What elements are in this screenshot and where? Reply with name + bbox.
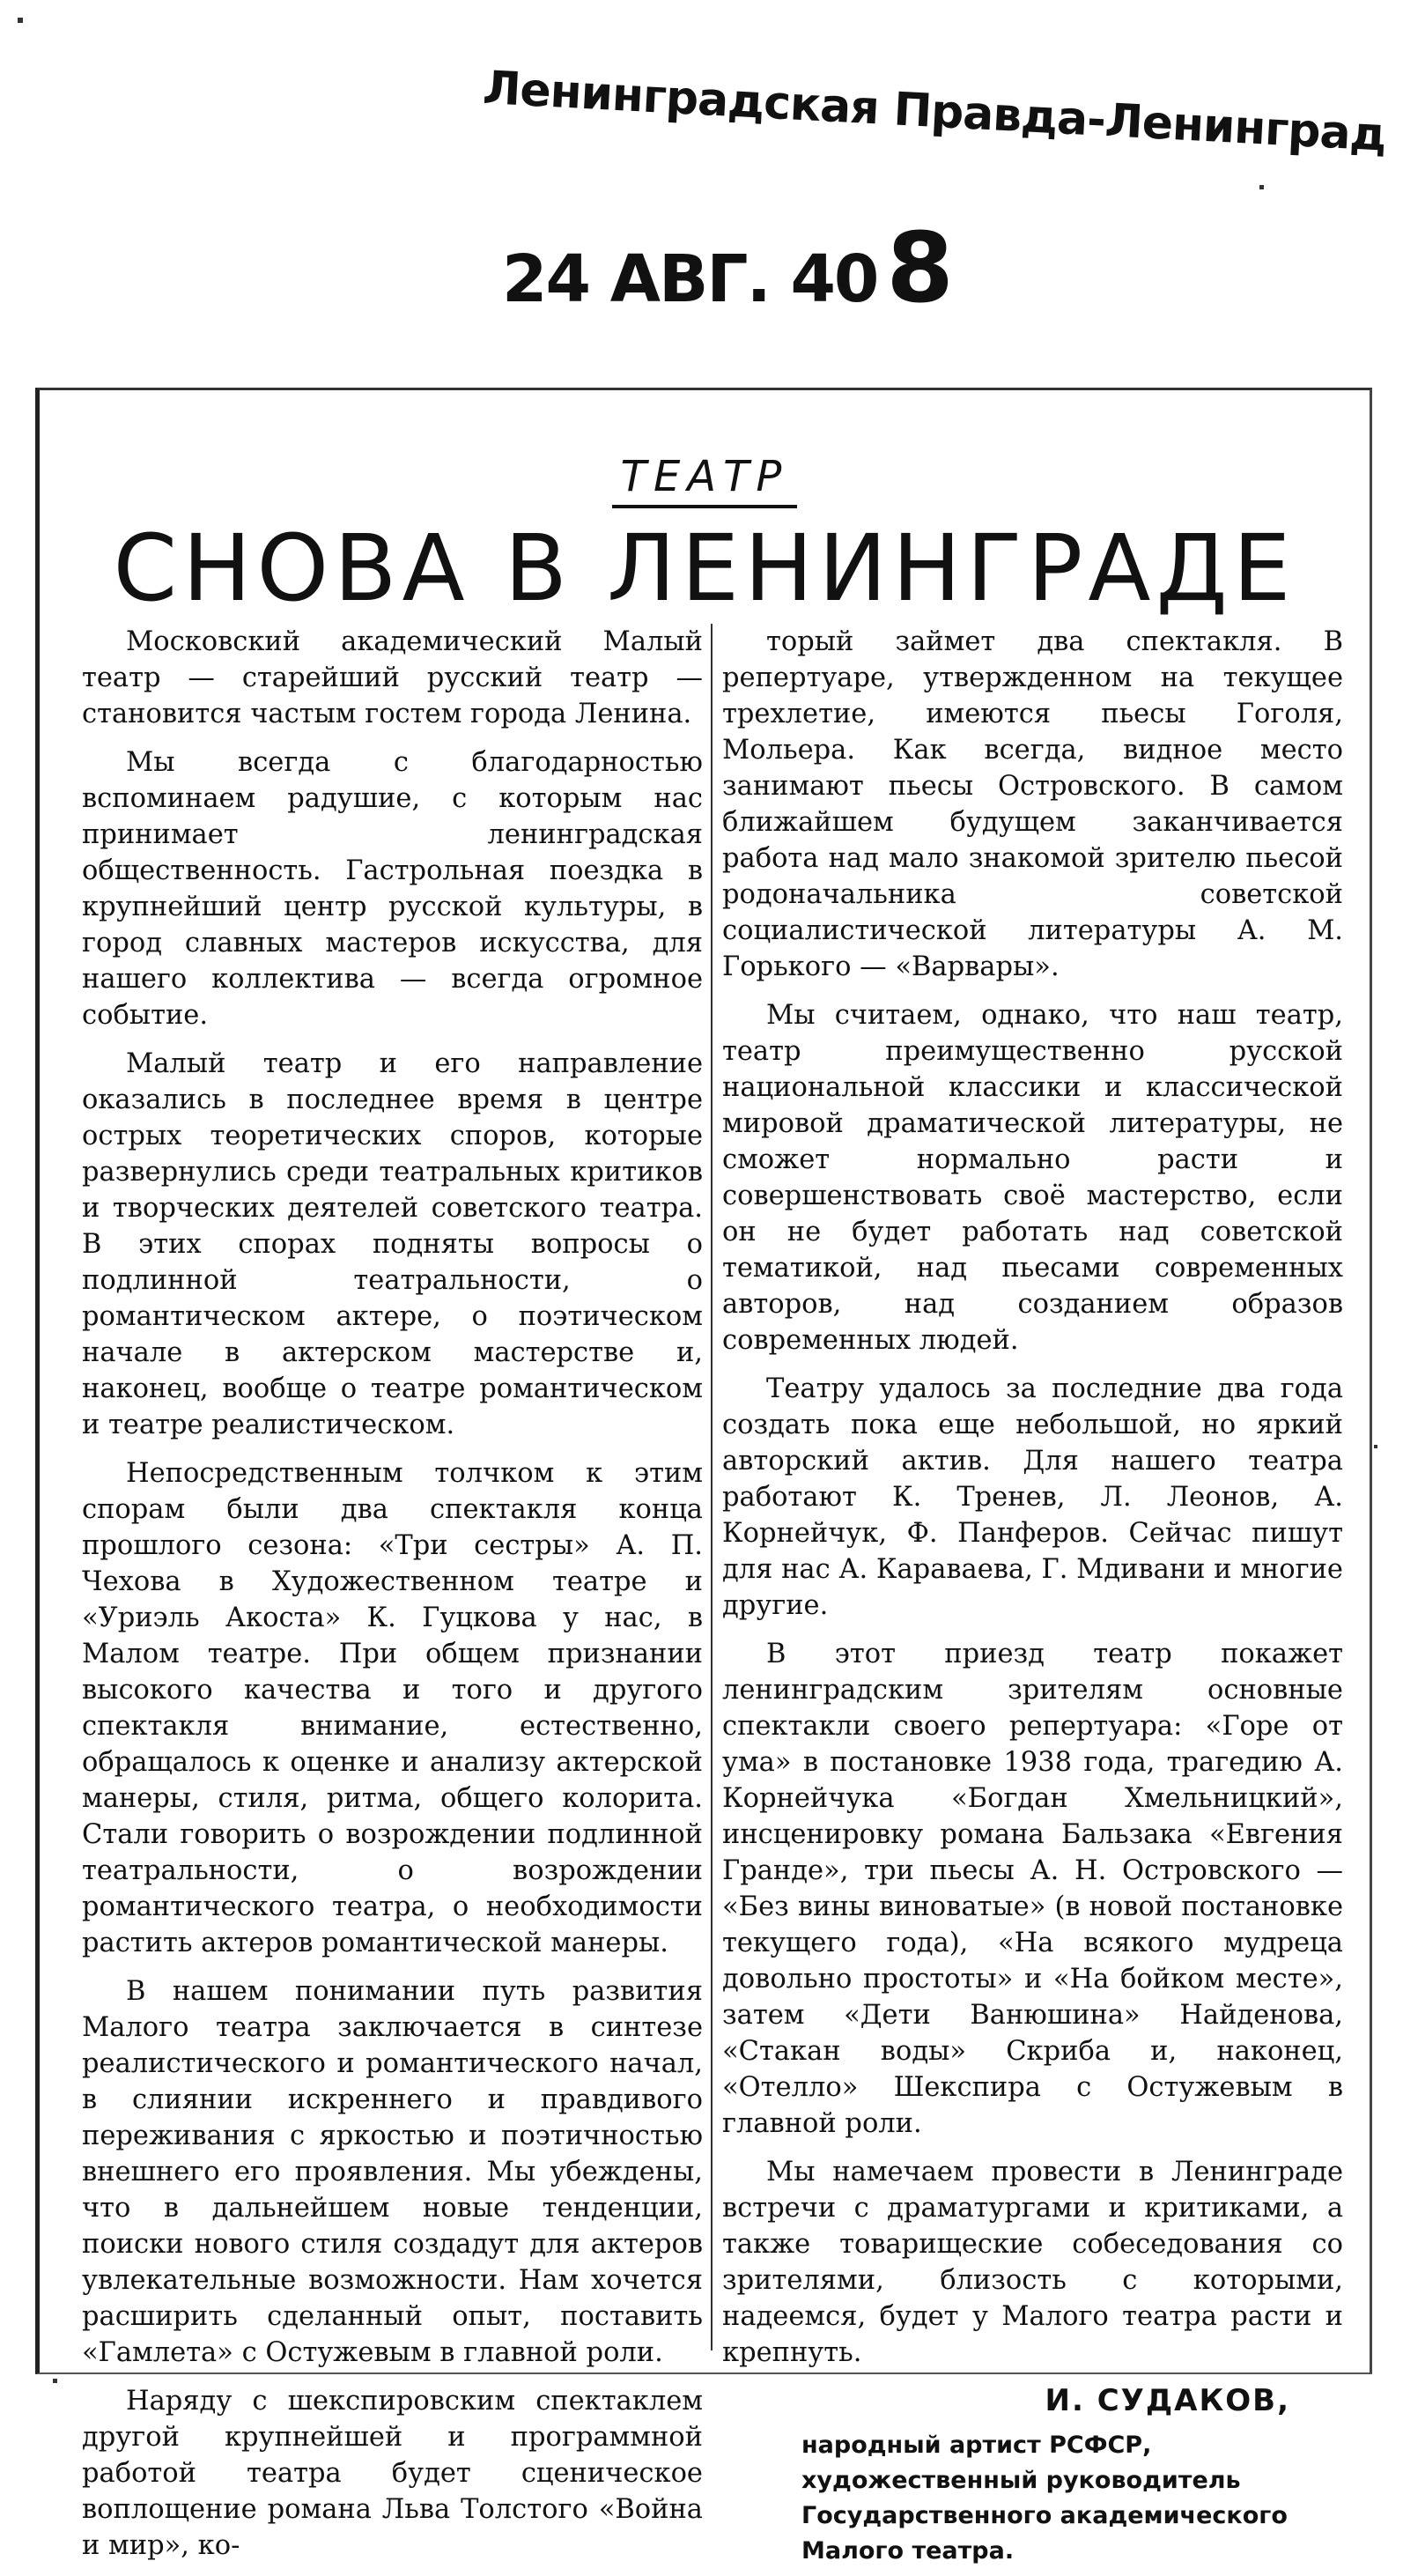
article-clipping [35, 388, 1372, 2565]
newspaper-stamp [185, 26, 1388, 379]
headline: СНОВА В ЛЕНИНГРАДЕ [113, 514, 1296, 622]
paragraph: В этот приезд театр покажет ленинградским зрителям основные спектакли своего репертуара: «Горе от ума» в постановке 1938 года, трагедию А. Корнейчука «Богдан Хмельницкий», инсценировку романа Бальзака «Евгения Гранде», три пьесы А. Н. Островского — «Без вины виноватые» (в новой постановке текущего года), «На всякого мудреца довольно простоты» и «На бойком месте», затем «Дети Ванюшина» Найденова, «Стакан воды» Скриба и, наконец, «Отелло» Шекспира с Остужевым в главной роли. [722, 1639, 1343, 2139]
stamp-date-text: 24 АВГ. 40 [502, 241, 878, 317]
paragraph: Театру удалось за последние два года создать пока еще небольшой, но яркий авторский актив. Для нашего театра работают К. Тренев, Л. Леонов, А. Корнейчук, Ф. Панферов. Сейчас пишут для нас А. Караваева, Г. Мдивани и многие другие. [722, 1373, 1343, 1621]
column-divider [711, 624, 713, 2350]
paragraph: Наряду с шекспировским спектаклем другой крупнейшей и программной работой театра будет сценическое воплощение романа Льва Толстого «Война и мир», ко- [82, 2386, 703, 2561]
paragraph: Малый театр и его направление оказались в последнее время в центре острых теоретических споров, которые развернулись среди театральных критиков и творческих деятелей советского театра. В этих спорах подняты вопросы о подлинной театральности, о романтическом актере, о поэтическом начале в актерском мастерстве и, наконец, вообще о театре романтическом и театре реалистическом. [82, 1048, 703, 1440]
paragraph: Мы намечаем провести в Ленинграде встречи с драматургами и критиками, а также товарищеские собеседования со зрителями, близость с которыми, надеемся, будет у Малого театра расти и крепнуть. [722, 2157, 1343, 2368]
paragraph: Московский академический Малый театр — старейший русский театр — становится частым гостем города Ленина. [82, 626, 703, 729]
newspaper-name: Ленинградская Правда-Ленинград [481, 62, 1388, 162]
stamp-page-number: 8 [886, 211, 952, 324]
print-speck [1259, 185, 1264, 189]
print-speck [1374, 1445, 1377, 1448]
right-column [722, 624, 1343, 2569]
paragraph: торый займет два спектакля. В репертуаре, утвержденном на текущее трехлетие, имеются пьесы Гоголя, Мольера. Как всегда, видное место занимают пьесы Островского. В самом ближайшем будущем заканчивается работа над мало знакомой зрителю пьесой родоначальника советской социалистической литературы А. М. Горького — «Варвары». [722, 626, 1343, 982]
author-signature: И. СУДАКОВ, [1045, 2383, 1290, 2418]
left-column [82, 624, 703, 2576]
print-speck [53, 2379, 57, 2383]
paragraph: Мы всегда с благодарностью вспоминаем радушие, с которым нас принимает ленинградская общественность. Гастрольная поездка в крупнейший центр русской культуры, в город славных мастеров искусства, для нашего коллектива — всегда огромное событие. [82, 747, 703, 1031]
print-speck [18, 18, 23, 23]
author-title: народный артист РСФСР, художественный руководитель Государственного академического Малого театра. [801, 2432, 1288, 2565]
paragraph: В нашем понимании путь развития Малого театра заключается в синтезе реалистического и романтического начал, в слиянии искреннего и правдивого переживания с яркостью и поэтичностью внешнего его проявления. Мы убеждены, что в дальнейшем новые тенденции, поиски нового стиля создадут для актеров увлекательные возможности. Нам хочется расширить сделанный опыт, поставить «Гамлета» с Остужевым в главной роли. [82, 1976, 703, 2368]
stamp-date [502, 211, 952, 324]
rubric: ТЕАТР [40, 452, 1370, 501]
paragraph: Мы считаем, однако, что наш театр, театр преимущественно русской национальной классики и классической мировой драматической литературы, не сможет нормально расти и совершенствовать своё мастерство, если он не будет работать над советской тематикой, над пьесами современных авторов, над созданием образов современных людей. [722, 1000, 1343, 1356]
paragraph: Непосредственным толчком к этим спорам были два спектакля конца прошлого сезона: «Три сестры» А. П. Чехова в Художественном театре и «Уриэль Акоста» К. Гуцкова у нас, в Малом театре. При общем признании высокого качества и того и другого спектакля внимание, естественно, обращалось к оценке и анализу актерской манеры, стиля, ритма, общего колорита. Стали говорить о возрождении подлинной театральности, о возрождении романтического театра, о необходимости растить актеров романтической манеры. [82, 1458, 703, 1958]
